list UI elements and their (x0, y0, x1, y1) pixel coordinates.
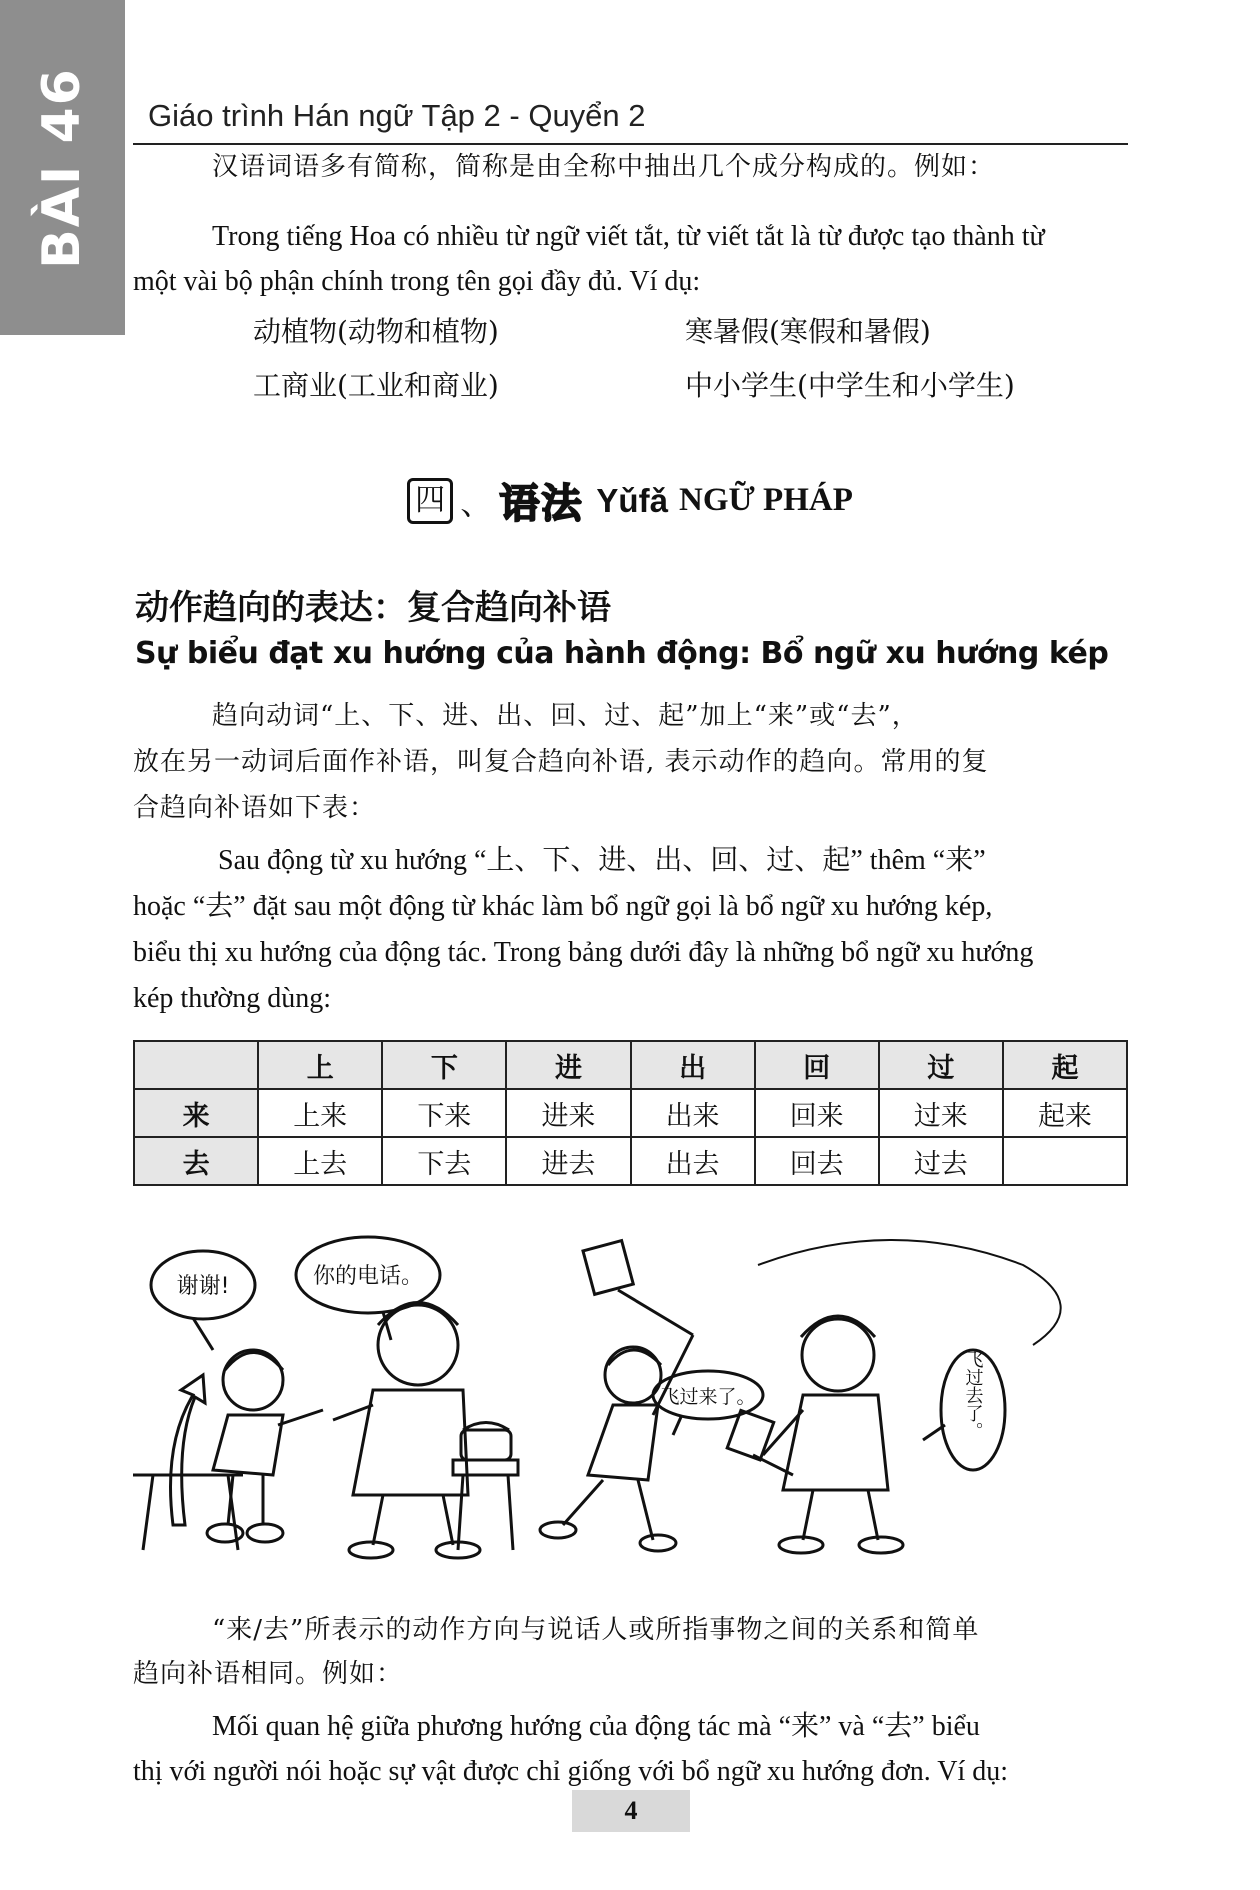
table-cell (1003, 1137, 1127, 1185)
para2-zh-line2: 趋向补语相同。例如： (133, 1659, 404, 1689)
table-header-cell: 进 (506, 1041, 630, 1089)
table-header-cell: 回 (755, 1041, 879, 1089)
para1-vi-line1: Sau động từ xu hướng “上、下、进、出、回、过、起” thêm “来” (218, 845, 986, 876)
lesson-label: BÀI 46 (32, 67, 92, 269)
para1-vi-line4: kép thường dùng: (133, 983, 331, 1014)
girl-body (213, 1415, 283, 1475)
table-header-cell: 过 (879, 1041, 1003, 1089)
para1-vi-line3: biểu thị xu hướng của động tác. Trong bảng dưới đây là những bổ ngữ xu hướng (133, 937, 1034, 968)
section-title-vi: NGỮ PHÁP (679, 482, 853, 518)
para1-vi-line2: hoặc “去” đặt sau một động từ khác làm bổ ngữ gọi là bổ ngữ xu hướng kép, (133, 891, 993, 922)
girl-head (223, 1350, 283, 1410)
table-cell: 回来 (755, 1089, 879, 1137)
table-cell: 下来 (382, 1089, 506, 1137)
flyswatter (583, 1241, 633, 1295)
running-head: Giáo trình Hán ngữ Tập 2 - Quyển 2 (148, 98, 646, 133)
bubble-text: 飞过来了。 (660, 1386, 756, 1408)
table-cell: 进来 (506, 1089, 630, 1137)
table-header-cell: 起 (1003, 1041, 1127, 1089)
girl-head (605, 1347, 661, 1403)
para2-vi-line1: Mối quan hệ giữa phương hướng của động tác mà “来” và “去” biểu (212, 1711, 980, 1742)
intro-vi-line2: một vài bộ phận chính trong tên gọi đầy đủ. Ví dụ: (133, 266, 701, 297)
man-head (378, 1305, 458, 1385)
table-row-header: 去 (134, 1137, 258, 1185)
section-heading (0, 472, 1260, 529)
table-cell: 出来 (631, 1089, 755, 1137)
bubble-text: 谢谢! (176, 1274, 230, 1299)
grammar-heading-zh: 动作趋向的表达：复合趋向补语 (135, 588, 611, 628)
table-cell: 起来 (1003, 1089, 1127, 1137)
phone-table (453, 1460, 518, 1475)
grammar-heading-vi: Sự biểu đạt xu hướng của hành động: Bổ ngữ xu hướng kép (135, 636, 1109, 671)
section-number: 四 (407, 478, 453, 524)
example-1: 动植物(动物和植物) (253, 315, 499, 348)
table-row (134, 1137, 1127, 1185)
table-cell: 出去 (631, 1137, 755, 1185)
intro-vi-line1: Trong tiếng Hoa có nhiều từ ngữ viết tắt, từ viết tắt là từ được tạo thành từ (212, 221, 1045, 252)
table-row-header: 来 (134, 1089, 258, 1137)
man-head (802, 1319, 874, 1391)
bubble-tail (193, 1318, 213, 1350)
example-3: 工商业(工业和商业) (253, 369, 499, 402)
para1-zh-line3: 合趋向补语如下表： (133, 793, 377, 823)
bubble-text: 你的电话。 (312, 1264, 424, 1289)
table-cell: 进去 (506, 1137, 630, 1185)
compound-directional-table (133, 1040, 1128, 1186)
man-body (783, 1395, 888, 1490)
example-2: 寒暑假(寒假和暑假) (685, 315, 931, 348)
para1-zh-line2: 放在另一动词后面作补语，叫复合趋向补语, 表示动作的趋向。常用的复 (133, 747, 989, 777)
section-dot: 、 (460, 483, 493, 522)
section-pinyin: Yǔfǎ (596, 481, 668, 519)
section-title-zh: 语法 (499, 481, 584, 527)
table-header-cell: 上 (258, 1041, 382, 1089)
girl-body (588, 1405, 658, 1480)
page-number: 4 (572, 1790, 690, 1832)
table-header-row (134, 1041, 1127, 1089)
table-header-cell: 下 (382, 1041, 506, 1089)
table-row (134, 1089, 1127, 1137)
lesson-side-tab (0, 0, 125, 335)
table-cell: 过来 (879, 1089, 1003, 1137)
cartoon-illustration (133, 1225, 1128, 1560)
example-4: 中小学生(中学生和小学生) (685, 369, 1015, 402)
para1-zh-line1: 趋向动词“上、下、进、出、回、过、起”加上“来”或“去”， (212, 701, 919, 731)
table-cell: 上来 (258, 1089, 382, 1137)
intro-zh: 汉语词语多有简称，简称是由全称中抽出几个成分构成的。例如： (212, 152, 996, 182)
table-header-cell (134, 1041, 258, 1089)
stool (133, 1475, 243, 1550)
table-cell: 回去 (755, 1137, 879, 1185)
bubble-text: 飞过去了。 (962, 1350, 984, 1440)
table-cell: 下去 (382, 1137, 506, 1185)
table-cell: 过去 (879, 1137, 1003, 1185)
table-header-cell: 出 (631, 1041, 755, 1089)
table-cell: 上去 (258, 1137, 382, 1185)
telephone (461, 1430, 511, 1460)
para2-zh-line1: “来/去”所表示的动作方向与说话人或所指事物之间的关系和简单 (212, 1615, 980, 1645)
para2-vi-line2: thị với người nói hoặc sự vật được chỉ giống với bổ ngữ xu hướng đơn. Ví dụ: (133, 1756, 1009, 1787)
